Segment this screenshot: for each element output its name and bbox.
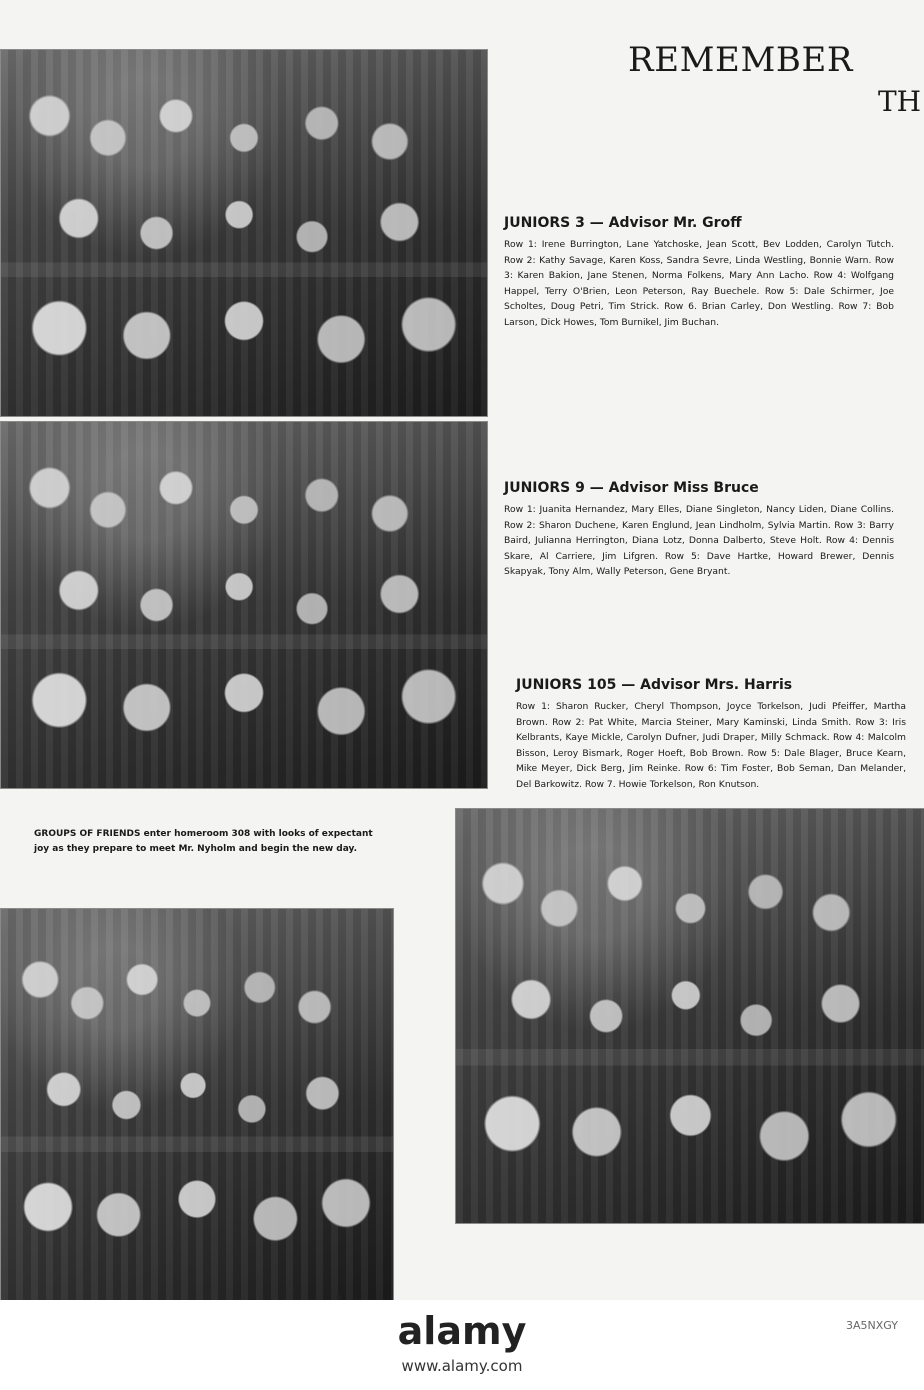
juniors-3-heading: JUNIORS 3 — Advisor Mr. Groff [504,215,742,231]
juniors-3-name-list: Row 1: Irene Burrington, Lane Yatchoske, Jean Scott, Bev Lodden, Carolyn Tutch. Row 2: Kathy Savage, Karen Koss, Sandra Sevre, Linda Westling, Bonnie Warn. Row 3: Karen Bakion, Jane Stenen, Norma Folkens, Mary Ann Lacho. Row 4: Wolfgang Happel, Terry O'Brien, Leon Peterson, Ray Buechele. Row 5: Dale Schirmer, Joe Scholtes, Doug Petri, Tim Strick. Row 6. Brian Carley, Don Westling. Row 7: Bob Larson, Dick Howes, Tom Burnikel, Jim Buchan. [504,239,894,328]
homeroom-photo-caption: GROUPS OF FRIENDS enter homeroom 308 with looks of expectant joy as they prepare to meet Mr. Nyholm and begin the new day. [34,829,373,854]
page-title-continuation: TH [878,85,922,118]
juniors-105-heading: JUNIORS 105 — Advisor Mrs. Harris [516,677,793,693]
juniors-9-class-photo [0,421,488,789]
stock-image-code: 3A5NXGY [846,1319,898,1332]
juniors-9-name-list: Row 1: Juanita Hernandez, Mary Elles, Diane Singleton, Nancy Liden, Diane Collins. Row 2: Sharon Duchene, Karen Englund, Jean Lindholm, Sylvia Martin. Row 3: Barry Baird, Julianna Herrington, Diana Lotz, Donna Dalberto, Steve Holt. Row 4: Dennis Skare, Al Carriere, Jim Lifgren. Row 5: Dave Hartke, Howard Brewer, Dennis Skapyak, Tony Alm, Wally Peterson, Gene Bryant. [504,504,894,577]
juniors-3-class-photo [0,49,488,417]
stock-brand-url: www.alamy.com [401,1357,523,1375]
juniors-9-heading: JUNIORS 9 — Advisor Miss Bruce [504,480,759,496]
decorative-dot [337,1295,341,1299]
stock-brand-logo: alamy [397,1309,527,1353]
homeroom-friends-photo [0,908,394,1302]
page-title: REMEMBER [628,40,854,80]
juniors-105-name-list: Row 1: Sharon Rucker, Cheryl Thompson, Joyce Torkelson, Judi Pfeiffer, Martha Brown. Row 2: Pat White, Marcia Steiner, Mary Kaminski, Linda Smith. Row 3: Iris Kelbrants, Kaye Mickle, Carolyn Dufner, Judi Draper, Milly Schmack. Row 4: Malcolm Bisson, Leroy Bismark, Roger Hoeft, Bob Brown. Row 5: Dale Blager, Bruce Kearn, Mike Meyer, Dick Berg, Jim Reinke. Row 6: Tim Foster, Bob Seman, Dan Melander, Del Barkowitz. Row 7. Howie Torkelson, Ron Knutson. [516,701,906,790]
juniors-105-class-photo [455,808,924,1224]
